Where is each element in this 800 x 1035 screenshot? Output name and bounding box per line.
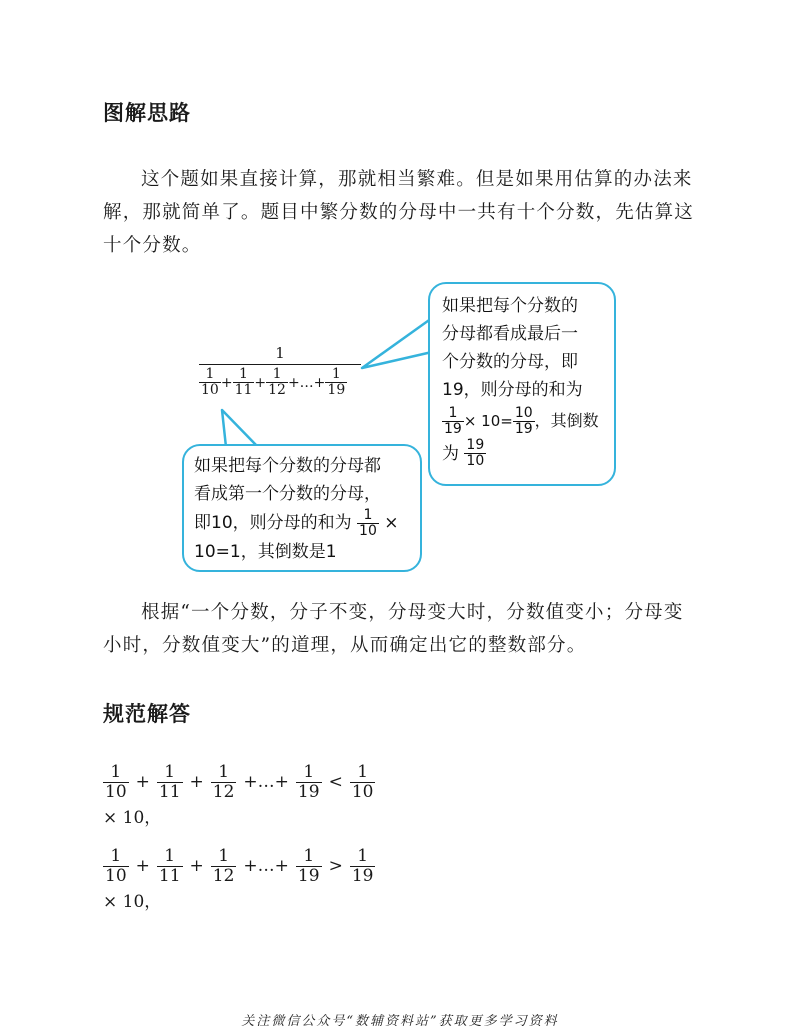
complex-fraction: [199, 344, 361, 399]
fraction: $\frac{10}{19}$: [514, 405, 533, 437]
fraction: $\frac{1}{10}$: [201, 366, 219, 399]
fraction: $\frac{1}{19}$: [351, 846, 374, 886]
left-bubble-tail: [222, 410, 258, 447]
fraction: $\frac{1}{10}$: [351, 762, 374, 802]
fraction: $\frac{1}{10}$: [105, 762, 127, 802]
paragraph-line: 十个分数。: [103, 235, 202, 256]
fraction: $\frac{1}{10}$: [359, 507, 377, 539]
fraction: $\frac{19}{10}$: [466, 437, 485, 470]
fraction: $\frac{1}{10}$: [105, 846, 127, 886]
bubble-right-result: 为 $\frac{19}{10}$: [442, 437, 485, 470]
fraction: $\frac{1}{11}$: [158, 846, 181, 886]
bubble-right-equation: $\frac{1}{19}$ × 10= $\frac{10}{19}$ ，其倒数: [444, 405, 599, 437]
complex-fraction-numerator: 1: [275, 344, 285, 362]
fraction: $\frac{1}{19}$: [297, 846, 320, 886]
fraction: $\frac{1}{19}$: [297, 762, 320, 802]
footer-watermark: 关注微信公众号“数辅资料站”获取更多学习资料: [241, 1014, 559, 1029]
paragraph-line: 根据“一个分数，分子不变，分母变大时，分数值变小；分母变: [141, 602, 684, 623]
speech-bubble-right: 如果把每个分数的 分母都看成最后一 个分数的分母，即 19，则分母的和为 $\frac{1}{19}$ × 10= $\frac{10}{19}$ ，其倒数 为 $\frac{19}{10}$: [428, 282, 616, 486]
fraction: $\frac{1}{12}$: [268, 366, 286, 399]
fraction: $\frac{1}{12}$: [212, 846, 235, 886]
fraction: $\frac{1}{11}$: [158, 762, 181, 802]
solution-inequality-2: $\frac{1}{10}$ + $\frac{1}{11}$ + $\frac{1}{12}$ +…+ $\frac{1}{19}$ > $\frac{1}{19}$ × 10，: [103, 846, 374, 913]
section-title-solution: 规范解答: [103, 702, 191, 726]
solution-inequality-1: $\frac{1}{10}$ + $\frac{1}{11}$ + $\frac{1}{12}$ +…+ $\frac{1}{19}$ < $\frac{1}{10}$ × 10，: [103, 762, 374, 829]
fraction: $\frac{1}{19}$: [444, 405, 462, 437]
paragraph-line: 小时，分数值变大”的道理，从而确定出它的整数部分。: [103, 635, 587, 656]
fraction: $\frac{1}{19}$: [327, 366, 346, 399]
paragraph-line: 解，那就简单了。题目中繁分数的分母中一共有十个分数，先估算这: [103, 202, 695, 223]
complex-fraction-denominator: $\frac{1}{10}$ + $\frac{1}{11}$ + $\frac{1}{12}$ +…+ $\frac{1}{19}$: [199, 364, 361, 399]
right-bubble-tail: [362, 318, 432, 368]
reasoning-paragraph: [103, 596, 703, 662]
fraction: $\frac{1}{11}$: [234, 366, 253, 399]
fraction: $\frac{1}{12}$: [212, 762, 235, 802]
section-title-analysis: 图解思路: [103, 101, 191, 125]
bubble-left-equation: 即10，则分母的和为 $\frac{1}{10}$ ×: [194, 507, 399, 539]
speech-bubble-left: 如果把每个分数的分母都 看成第一个分数的分母， 即10，则分母的和为 $\frac{1}{10}$ × 10=1，其倒数是1: [182, 444, 422, 572]
paragraph-line: 这个题如果直接计算，那就相当繁难。但是如果用估算的办法来: [141, 169, 693, 190]
